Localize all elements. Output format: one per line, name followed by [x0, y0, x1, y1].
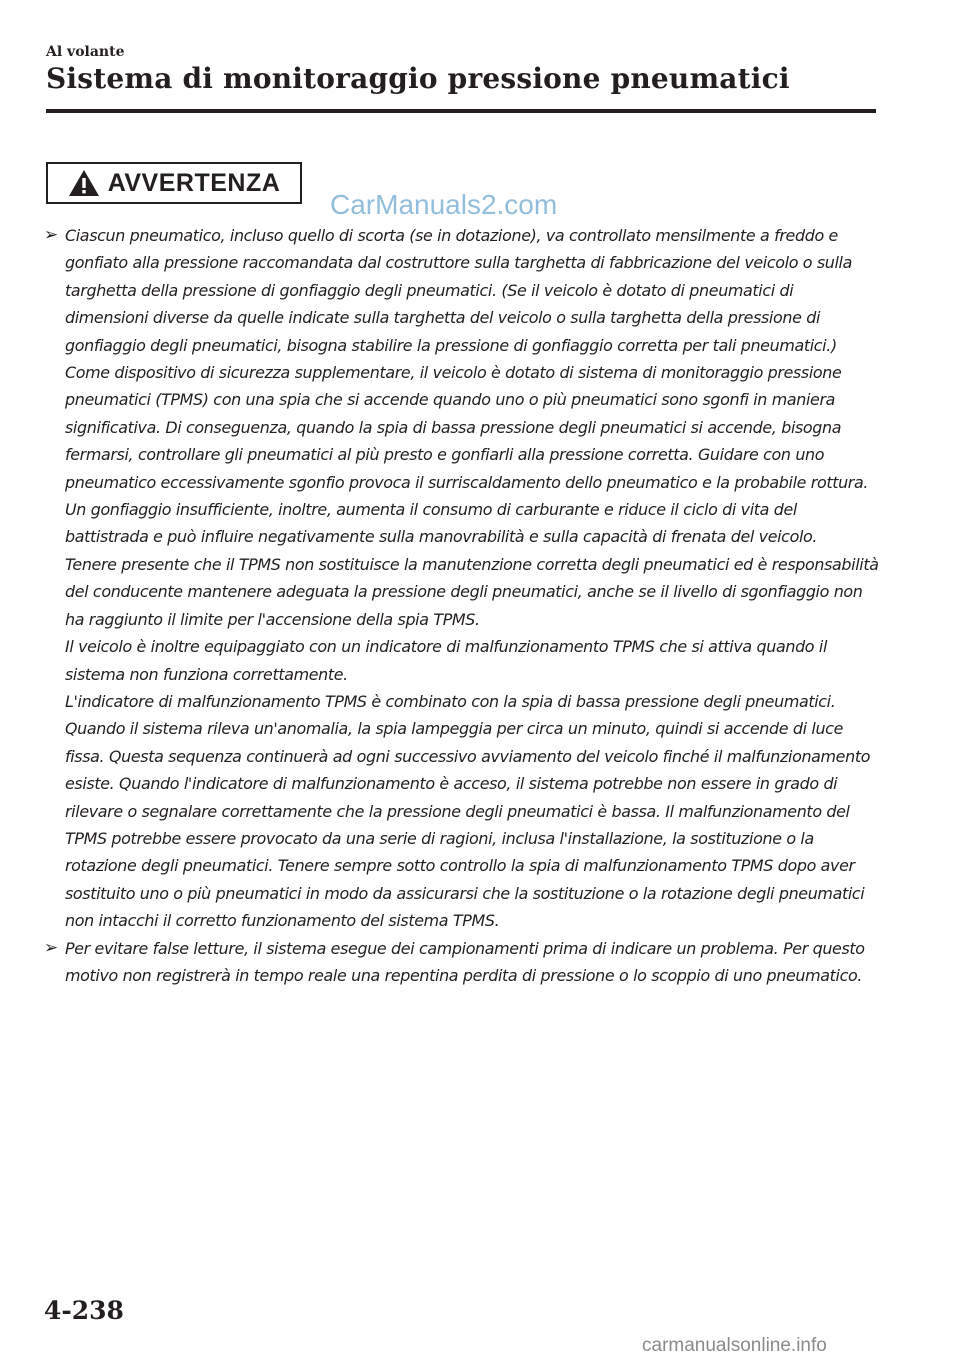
warning-label: AVVERTENZA — [107, 168, 281, 197]
paragraph: L'indicatore di malfunzionamento TPMS è combinato con la spia di bassa pressione degli pneumatici. Quando il sistema rileva un'anomalia, la spia lampeggia per circa un minuto, quindi si accende di luce fissa. Questa sequenza continuerà ad ogni successivo avviamento del veicolo finché il malfunzionamento esiste. Quando l'indicatore di malfunzionamento è acceso, il sistema potrebbe non essere in grado di rilevare o segnalare correttamente che la pressione degli pneumatici è bassa. Il malfunzionamento del TPMS potrebbe essere provocato da una serie di ragioni, inclusa l'installazione, la sostituzione o la rotazione degli pneumatici. Tenere sempre sotto controllo la spia di malfunzionamento TPMS dopo aver sostituito uno o più pneumatici in modo da assicurarsi che la sostituzione o la rotazione degli pneumatici non intacchi il corretto funzionamento del sistema TPMS. — [65, 691, 871, 931]
paragraph: Per evitare false letture, il sistema esegue dei campionamenti prima di indicare un problema. Per questo motivo non registrerà in tempo reale una repentina perdita di pressione o lo scoppio di uno pneumatico. — [65, 938, 865, 985]
section-label: Al volante — [46, 44, 125, 60]
watermark: CarManuals2.com — [330, 189, 558, 220]
page-title: Sistema di monitoraggio pressione pneumatici — [46, 62, 790, 95]
paragraph: Come dispositivo di sicurezza supplementare, il veicolo è dotato di sistema di monitoraggio pressione pneumatici (TPMS) con una spia che si accende quando uno o più pneumatici sono sgonfi in maniera significativa. Di conseguenza, quando la spia di bassa pressione degli pneumatici si accende, bisogna fermarsi, controllare gli pneumatici al più presto e gonfiarli alla pressione corretta. Guidare con uno pneumatico eccessivamente sgonfio provoca il surriscaldamento dello pneumatico e la probabile rottura. Un gonfiaggio insufficiente, inoltre, aumenta il consumo di carburante e riduce il ciclo di vita del battistrada e può influire negativamente sulla manovrabilità e sulla capacità di frenata del veicolo. — [65, 363, 869, 547]
bullet-item — [44, 935, 880, 990]
paragraph: Ciascun pneumatico, incluso quello di scorta (se in dotazione), va controllato mensilmente a freddo e gonfiato alla pressione raccomandata dal costruttore sulla targhetta di fabbricazione del veicolo o sulla targhetta della pressione di gonfiaggio degli pneumatici. (Se il veicolo è dotato di pneumatici di dimensioni diverse da quelle indicate sulla targhetta del veicolo o sulla targhetta della pressione di gonfiaggio degli pneumatici, bisogna stabilire la pressione di gonfiaggio corretta per tali pneumatici.) — [65, 226, 853, 355]
arrow-bullet-icon: ➢ — [44, 937, 59, 958]
paragraph: Tenere presente che il TPMS non sostituisce la manutenzione corretta degli pneumatici ed è responsabilità del conducente mantenere adeguata la pressione degli pneumatici, anche se il livello di sgonfiaggio non ha raggiunto il limite per l'accensione della spia TPMS. — [65, 554, 879, 629]
warning-bullet-list — [44, 222, 880, 989]
bullet-item — [44, 222, 880, 935]
bullet-body — [65, 935, 880, 990]
page-number: 4-238 — [44, 1296, 124, 1325]
site-footer-link[interactable]: carmanualsonline.info — [642, 1335, 827, 1356]
title-divider — [46, 109, 876, 113]
paragraph: Il veicolo è inoltre equipaggiato con un indicatore di malfunzionamento TPMS che si attiva quando il sistema non funziona correttamente. — [65, 637, 828, 684]
warning-banner — [46, 162, 302, 204]
warning-triangle-icon — [68, 169, 100, 197]
bullet-body — [65, 222, 880, 935]
arrow-bullet-icon: ➢ — [44, 225, 59, 245]
